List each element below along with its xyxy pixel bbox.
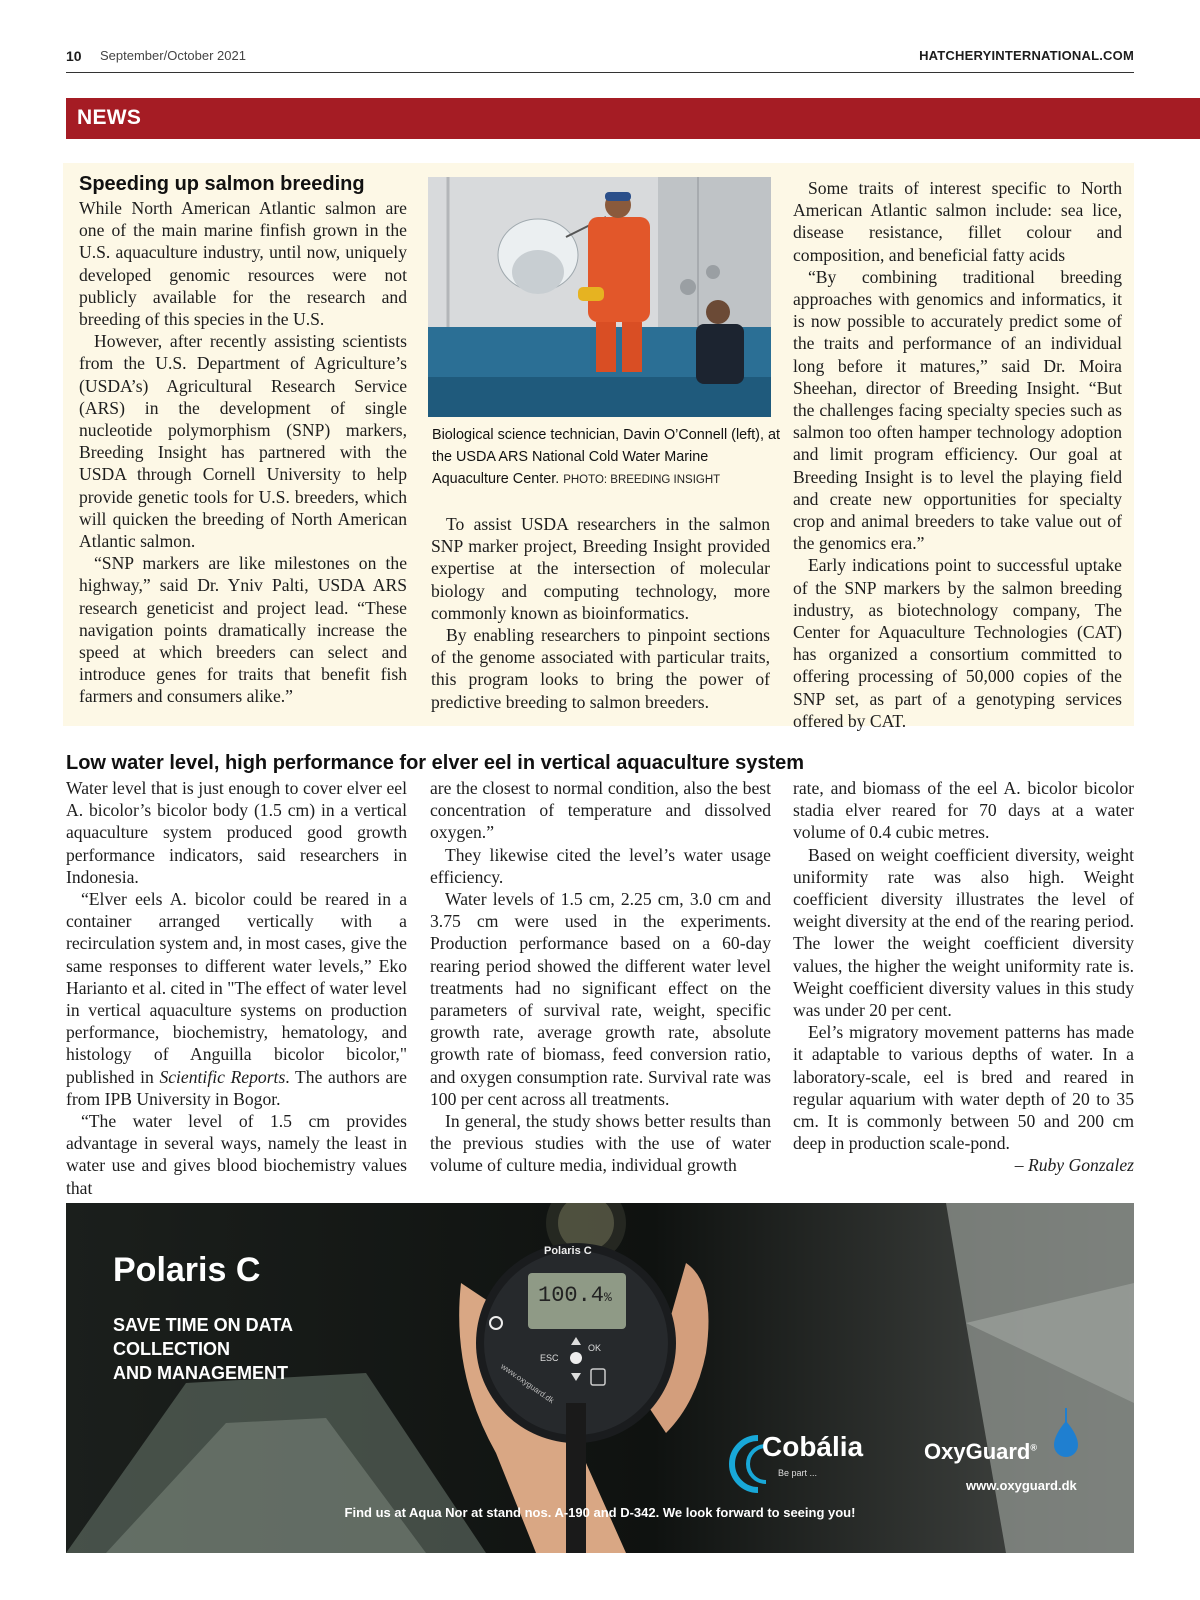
device-label: Polaris C bbox=[544, 1245, 592, 1257]
page-header bbox=[66, 44, 1134, 73]
paragraph: However, after recently assisting scientists from the U.S. Department of Agriculture’s (USDA’s) Agricultural Research Service (ARS) in the development of single nucleotide polymorphism (SNP) markers, Breeding Insight has partnered with the USDA through Cornell University to help provide genetic tools for U.S. breeders, which will quicken the breeding of North American Atlantic salmon. bbox=[79, 331, 407, 552]
paragraph-text: “Elver eels A. bicolor could be reared in a container arranged vertically with a recirculation system and, in most cases, give the same responses to different water levels,” Eko Harianto et al. cited in "The effect of water level in vertical aquaculture systems on production performance, biochemistry, hematology, and histology of Anguilla bicolor bicolor," published in bbox=[66, 889, 407, 1087]
device-display bbox=[538, 1283, 612, 1308]
paragraph: Early indications point to successful uptake of the SNP markers by the salmon breeding industry, as biotechnology company, The Center for Aquaculture Technologies (CAT) has organized a consortium committed to offering processing of 50,000 copies of the SNP set, as part of a genotyping services offered by CAT. bbox=[793, 555, 1122, 731]
paragraph: While North American Atlantic salmon are one of the main marine finfish grown in the U.S. aquaculture industry, until now, uniquely developed genomic resources were not publicly available for the research and breeding of this species in the U.S. bbox=[79, 198, 407, 330]
ad-tagline-line: COLLECTION bbox=[113, 1339, 230, 1359]
cobalia-slogan: Be part ... bbox=[778, 1468, 818, 1478]
oxyguard-logo bbox=[924, 1439, 1037, 1465]
device-reading: 100.4 bbox=[538, 1283, 605, 1308]
article-eel-title: Low water level, high performance for elver eel in vertical aquaculture system bbox=[66, 752, 805, 774]
device-unit: % bbox=[604, 1290, 612, 1305]
paragraph: rate, and biomass of the eel A. bicolor bicolor stadia elver reared for 70 days at a water volume of 0.4 cubic metres. bbox=[793, 778, 1134, 843]
paragraph: Water level that is just enough to cover elver eel A. bicolor’s bicolor body (1.5 cm) in a vertical aquaculture system produced good growth performance indicators, said researchers in Indonesia. bbox=[66, 778, 407, 887]
ad-tagline bbox=[113, 1313, 293, 1385]
paragraph: By enabling researchers to pinpoint sections of the genome associated with particular traits, this program looks to bring the power of predictive breeding to salmon breeders. bbox=[431, 625, 770, 712]
ad-website[interactable]: www.oxyguard.dk bbox=[966, 1478, 1077, 1493]
caption-text: Biological science technician, Davin O’Connell (left), at the USDA ARS National Cold Water Marine Aquaculture Center. bbox=[432, 427, 780, 487]
article-salmon-col2 bbox=[431, 513, 770, 713]
article-eel-col3 bbox=[793, 777, 1134, 1177]
salmon-photo bbox=[428, 177, 771, 417]
cobalia-logo: Cobália bbox=[762, 1431, 864, 1462]
paragraph: Based on weight coefficient diversity, weight uniformity rate was also high. Weight coefficient diversity illustrates the level of weight diversity at the end of the rearing period. The lower the weight coefficient diversity values, the higher the weight uniformity rate is. Weight coefficient diversity values in this study was under 20 per cent. bbox=[793, 844, 1134, 1021]
issue-date: September/October 2021 bbox=[100, 48, 246, 63]
ad-product-name: Polaris C bbox=[113, 1251, 261, 1289]
article-eel-col2 bbox=[430, 777, 771, 1177]
paragraph: “The water level of 1.5 cm provides advantage in several ways, namely the least in water use and gives blood biochemistry values that bbox=[66, 1111, 407, 1198]
device-side-text: www.oxyguard.dk bbox=[499, 1361, 556, 1406]
ad-tagline-line: AND MANAGEMENT bbox=[113, 1363, 288, 1383]
journal-name: Scientific Reports bbox=[159, 1066, 286, 1087]
photo-caption bbox=[432, 424, 784, 491]
paragraph: Water levels of 1.5 cm, 2.25 cm, 3.0 cm and 3.75 cm were used in the experiments. Production performance based on a 60-day rearing period showed the different water level treatments had no significant effect on the parameters of survival rate, weight, specific growth rate, average growth rate, absolute growth rate of biomass, feed conversion ratio, and oxygen consumption rate. Survival rate was 100 per cent across all treatments. bbox=[430, 889, 771, 1109]
paragraph: To assist USDA researchers in the salmon SNP marker project, Breeding Insight provided expertise at the intersection of molecular biology and computing technology, more commonly known as bioinformatics. bbox=[431, 514, 770, 623]
byline: – Ruby Gonzalez bbox=[1014, 1155, 1134, 1176]
section-bar bbox=[66, 98, 1200, 139]
site-url[interactable]: HATCHERYINTERNATIONAL.COM bbox=[919, 48, 1134, 63]
oxyguard-name: OxyGuard bbox=[924, 1439, 1031, 1464]
device-ok-button: OK bbox=[588, 1343, 602, 1353]
technician-with-net-image bbox=[428, 177, 771, 417]
photo-credit: PHOTO: BREEDING INSIGHT bbox=[563, 474, 721, 486]
article-salmon-title: Speeding up salmon breeding bbox=[79, 173, 365, 195]
article-salmon-col3 bbox=[793, 177, 1122, 732]
oxyguard-registered: ® bbox=[1030, 1442, 1038, 1453]
ad-tagline-line: SAVE TIME ON DATA bbox=[113, 1315, 293, 1335]
paragraph: Some traits of interest specific to North American Atlantic salmon include: sea lice, disease resistance, fillet colour and composition, and beneficial fatty acids bbox=[793, 178, 1122, 265]
paragraph: They likewise cited the level’s water usage efficiency. bbox=[430, 844, 771, 887]
paragraph-text: . The authors are from IPB University in Bogor. bbox=[66, 1066, 407, 1109]
polaris-advertisement[interactable] bbox=[66, 1203, 1134, 1553]
paragraph: Eel’s migratory movement patterns has made it adaptable to various depths of water. In a laboratory-scale, eel is bred and reared in regular aquarium with water depth of 20 to 35 cm. It is commonly between 50 and 200 cm deep in production scale-pond. bbox=[793, 1022, 1134, 1154]
paragraph: In general, the study shows better results than the previous studies with the use of water volume of culture media, individual growth bbox=[430, 1111, 771, 1176]
device-esc-button: ESC bbox=[540, 1353, 559, 1363]
paragraph bbox=[66, 888, 407, 1110]
section-label: NEWS bbox=[77, 106, 142, 129]
paragraph: “SNP markers are like milestones on the highway,” said Dr. Yniv Palti, USDA ARS research geneticist and project lead. “These navigation points dramatically increase the speed at which breeders can select and introduce genes for traits that benefit fish farmers and consumers alike.” bbox=[79, 553, 407, 707]
article-salmon-col1 bbox=[79, 173, 407, 708]
paragraph: “By combining traditional breeding approaches with genomics and informatics, it is now possible to accurately predict some of the traits and performance of an individual long before it matures,” said Dr. Moira Sheehan, director of Breeding Insight. “But the challenges facing specialty species such as salmon too often hamper technology adoption and limit program efficiency. Our goal at Breeding Insight is to level the playing field and create new opportunities for specialty crop and animal breeders to take value out of the genomics era.” bbox=[793, 266, 1122, 554]
paragraph: are the closest to normal condition, also the best concentration of temperature and dissolved oxygen.” bbox=[430, 778, 771, 843]
page-number: 10 bbox=[66, 48, 82, 64]
ad-footer: Find us at Aqua Nor at stand nos. A-190 and D-342. We look forward to seeing you! bbox=[344, 1505, 856, 1520]
article-eel-col1 bbox=[66, 777, 407, 1199]
